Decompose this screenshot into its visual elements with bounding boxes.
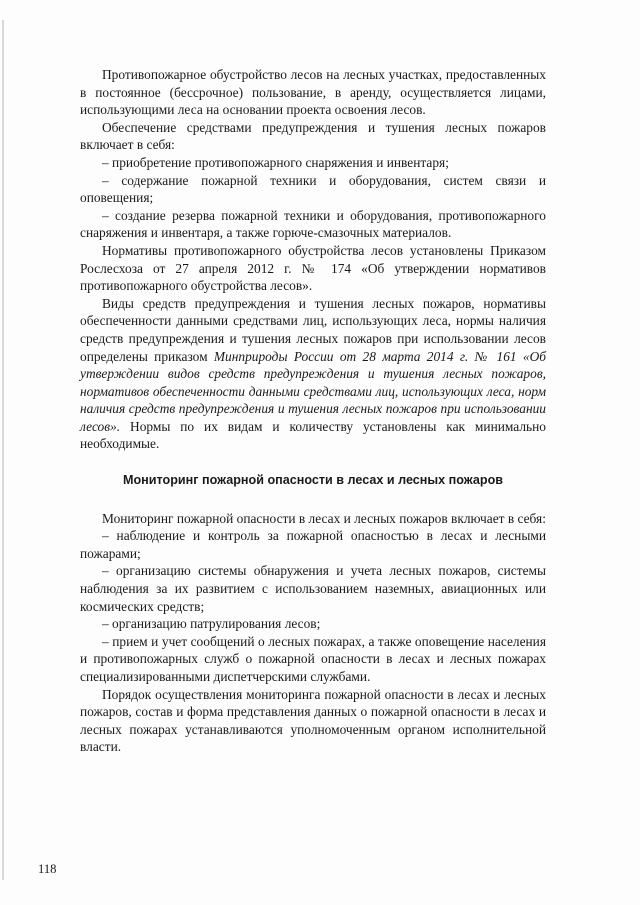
page-body (80, 66, 546, 756)
paragraph-procedure: Порядок осуществления мониторинга пожарной опасности в лесах и лесных пожаров, состав и форма представления данных о пожарной опасности в лесах и лесных пожарах устанавливаются уполномоченным органом исполнительной власти. (80, 686, 546, 755)
scan-edge-shadow (2, 20, 4, 880)
order-citation: Минприроды России от 28 марта 2014 г. № 161 «Об утверждении видов средств предупреждения и тушения лесных пожаров, нормативов обеспеченности данными средствами лиц, использующих леса, норм наличия средств предупреждения и тушения лесных пожаров при использовании лесов». (80, 348, 546, 434)
order-text-after: Нормы по их видам и количеству установлены как минимально необходимые. (80, 418, 546, 452)
section-heading: Мониторинг пожарной опасности в лесах и лесных пожаров (122, 473, 504, 488)
list-item-observation: – наблюдение и контроль за пожарной опасностью в лесах и лесными пожарами; (80, 528, 546, 561)
list-item-reports: – прием и учет сообщений о лесных пожарах, а также оповещение населения и противопожарных служб о пожарной опасности в лесах и лесных пожарах специализированными диспетчерскими службами. (80, 633, 546, 684)
paragraph-order (80, 295, 546, 453)
order-text-before: Виды средств предупреждения и тушения лесных пожаров, нормативы обеспеченности данными средствами лиц, использующих леса, нормы наличия средств предупреждения и тушения лесных пожаров при использовании лесов определены приказом (80, 295, 546, 364)
paragraph-monitoring-intro: Мониторинг пожарной опасности в лесах и лесных пожаров включает в себя: (102, 510, 546, 526)
paragraph-fire-arrangement: Противопожарное обустройство лесов на лесных участках, предоставленных в постоянное (бессрочное) пользование, в аренду, осуществляется лицами, использующими леса на основании проекта освоения лесов. (80, 67, 546, 118)
list-item-detection-system: – организацию системы обнаружения и учета лесных пожаров, системы наблюдения за их развитием с использованием наземных, авиационных или космических средств; (80, 563, 546, 614)
list-item-reserve: – создание резерва пожарной техники и оборудования, противопожарного снаряжения и инвентаря, а также горюче-смазочных материалов. (80, 207, 546, 241)
list-item-maintenance: – содержание пожарной техники и оборудования, систем связи и оповещения; (80, 172, 546, 206)
paragraph-standards: Нормативы противопожарного обустройства лесов установлены Приказом Рослесхоза от 27 апреля 2012 г. № 174 «Об утверждении нормативов противопожарного обустройства лесов». (80, 242, 546, 294)
page-number: 118 (38, 862, 57, 876)
list-item-equipment: – приобретение противопожарного снаряжения и инвентаря; (102, 154, 449, 170)
paragraph-means-intro: Обеспечение средствами предупреждения и тушения лесных пожаров включает в себя: (80, 119, 546, 153)
list-item-patrolling: – организацию патрулирования лесов; (102, 616, 321, 632)
